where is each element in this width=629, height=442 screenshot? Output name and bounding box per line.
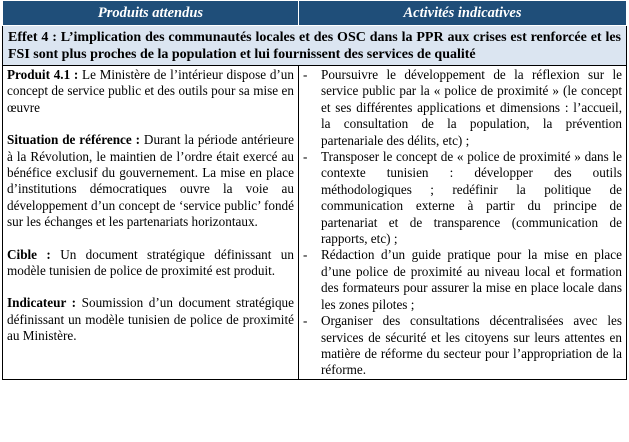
effet-4-text: Effet 4 : L’implication des communautés locales et des OSC dans la PPR aux crises est renforcée et les FSI sont plus proches de la population et lui fournissent des services de qualité <box>3 26 627 66</box>
situation-text: Durant la période antérieure à la Révolution, le maintien de l’ordre était exercé au bénéfice exclusif du gouvernement. La mise en place d’institutions démocratiques ouvre la voie au développement d’un concept de ‘service public’ fondé sur les échanges et les partenariats horizontaux. <box>7 132 294 230</box>
content-row <box>3 66 627 380</box>
activity-text: Organiser des consultations décentralisées avec les services de sécurité et les citoyens sur leurs attentes en matière de réforme du secteur pour l’appropriation de la réforme. <box>321 313 622 378</box>
activities-list <box>303 67 622 379</box>
situation-label: Situation de référence : <box>7 132 141 148</box>
cible-label: Cible : <box>7 246 51 262</box>
activity-text: Transposer le concept de « police de proximité » dans le contexte tunisien : développer des outils méthodologiques ; redéfinir la politique de communication externe à partir du principe de partenariat et de transparence (communication de rapports, etc) ; <box>321 149 622 247</box>
activity-item <box>303 247 622 313</box>
produit-label: Produit 4.1 : <box>7 67 79 82</box>
indicateur-paragraph <box>7 295 294 344</box>
situation-paragraph <box>7 132 294 230</box>
cible-paragraph <box>7 247 294 280</box>
indicateur-text: Soumission d’un document stratégique définissant un modèle tunisien de police de proximité au Ministère. <box>7 295 294 344</box>
activity-text: Poursuivre le développement de la réflexion sur le service public par la « police de proximité » (le concept et ses différentes applications et dimensions : l’accueil, la consultation de la population, la prévention partenariale des délits, etc) ; <box>321 67 622 148</box>
effet-row <box>3 26 627 66</box>
header-activites-indicatives: Activités indicatives <box>299 1 627 26</box>
header-produits-attendus: Produits attendus <box>3 1 299 26</box>
activites-cell <box>299 66 627 380</box>
indicateur-label: Indicateur : <box>7 295 77 311</box>
activity-item <box>303 149 622 247</box>
list-dash: - <box>303 247 308 263</box>
list-dash: - <box>303 313 308 329</box>
produit-paragraph <box>7 67 294 116</box>
list-dash: - <box>303 149 308 165</box>
cible-text: Un document stratégique définissant un modèle tunisien de police de proximité est produit. <box>7 246 294 279</box>
activity-item <box>303 313 622 379</box>
produits-cell <box>3 66 299 380</box>
produit-text: Le Ministère de l’intérieur dispose d’un concept de service public et des outils pour sa mise en œuvre <box>7 67 294 115</box>
activity-item <box>303 67 622 149</box>
table-header-row <box>3 1 627 26</box>
list-dash: - <box>303 67 308 82</box>
activity-text: Rédaction d’un guide pratique pour la mise en place d’une police de proximité au niveau local et formation des formateurs pour assurer la mise en place locale dans les zones pilotes ; <box>321 247 622 312</box>
results-table <box>2 0 627 380</box>
